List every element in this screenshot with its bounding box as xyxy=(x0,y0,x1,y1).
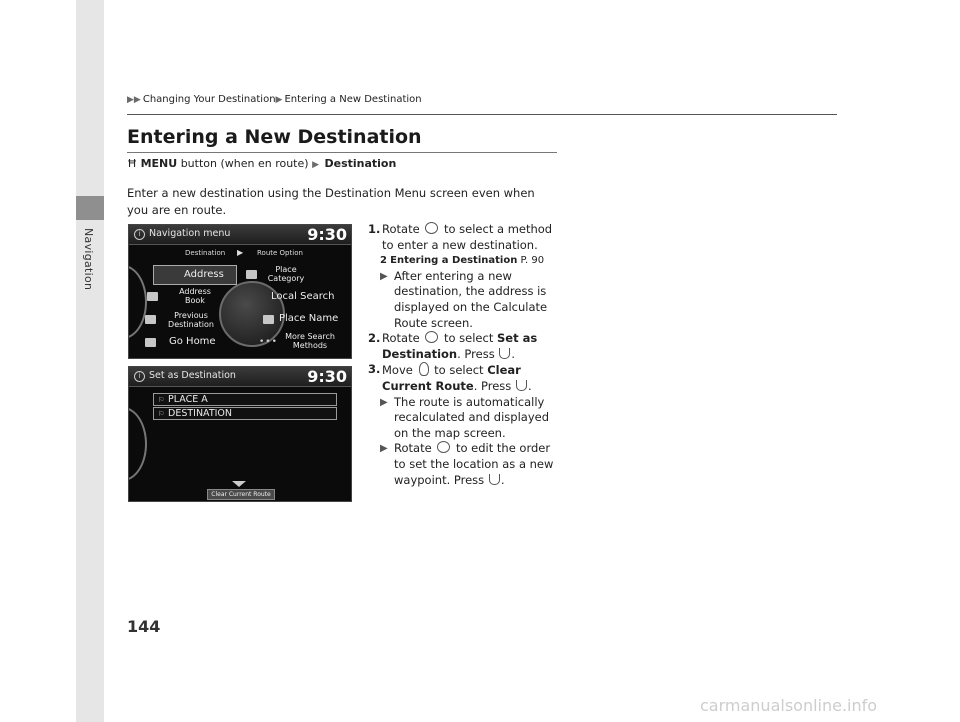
note-text: The route is automatically recalculated and displayed on the map screen. xyxy=(394,394,550,440)
menu-item-local-search[interactable]: Local Search xyxy=(271,291,335,302)
rotate-knob-icon xyxy=(425,222,438,234)
step-2: 2. Rotate to select Set as Destination. Press . xyxy=(368,331,538,361)
menu-item-go-home[interactable]: Go Home xyxy=(169,336,216,347)
breadcrumb-arrow-icon: ▶ xyxy=(275,95,283,105)
section-label: Navigation xyxy=(82,228,95,291)
tab-destination[interactable]: Destination xyxy=(185,249,226,257)
step-text: Rotate xyxy=(382,222,420,236)
menu-item-more-search-methods[interactable] xyxy=(275,332,345,350)
tab-route-option[interactable]: Route Option xyxy=(257,249,303,257)
page-number: 144 xyxy=(127,617,161,636)
ref-page: P. 90 xyxy=(520,255,545,267)
intro-text: Enter a new destination using the Destination Menu screen even when you are en route. xyxy=(127,186,535,217)
menu-item-place-category[interactable] xyxy=(246,265,326,283)
note-arrow-icon: ▶ xyxy=(380,396,388,408)
dial-arc xyxy=(128,407,147,481)
destination-row-place-a[interactable] xyxy=(153,393,337,406)
press-icon xyxy=(489,474,500,485)
flag-icon: ⚐ xyxy=(158,410,165,418)
step-number: 1. xyxy=(368,222,381,236)
step-text: to select xyxy=(434,363,484,378)
menu-item-label: Previous xyxy=(174,311,208,320)
rotate-knob-icon xyxy=(425,331,438,343)
note-arrow-icon: ▶ xyxy=(380,270,388,282)
step-3: 3. Move to select Clear Current Route. Press . xyxy=(368,362,532,393)
menu-item-label: Methods xyxy=(292,341,328,350)
steps xyxy=(368,222,558,488)
menu-item-label: Book xyxy=(185,296,205,305)
rotate-knob-icon xyxy=(437,441,450,453)
route-line xyxy=(127,157,396,170)
more-dots-icon: ••• xyxy=(259,337,278,347)
step-3-note-1 xyxy=(380,395,558,442)
menu-label: MENU xyxy=(140,157,178,170)
breadcrumb-level1[interactable]: Changing Your Destination xyxy=(142,94,276,105)
clock: 9:30 xyxy=(307,367,347,386)
menu-item-label: Address xyxy=(179,287,211,296)
place-name-icon xyxy=(263,315,274,324)
step-text: to select xyxy=(443,331,494,346)
note-text: to edit the order to set the location as a new waypoint. Press xyxy=(394,441,554,487)
screen-title: Set as Destination xyxy=(149,370,236,381)
menu-item-address[interactable] xyxy=(153,265,237,285)
ref-arrow-icon: 2 xyxy=(380,255,387,267)
screen-header xyxy=(129,367,351,387)
tab-arrow-icon: ▶ xyxy=(237,248,244,257)
step-text: Move xyxy=(382,363,413,378)
destination-label: Destination xyxy=(324,157,397,170)
watermark: carmanualsonline.info xyxy=(700,696,878,715)
go-home-icon xyxy=(145,338,156,347)
cross-reference[interactable] xyxy=(380,253,558,269)
step-text: Rotate xyxy=(382,331,420,346)
screen-header xyxy=(129,225,351,245)
flag-icon: ⚐ xyxy=(158,396,165,404)
clear-current-route-button[interactable]: Clear Current Route xyxy=(207,489,275,500)
top-rule xyxy=(127,114,837,115)
menu-item-previous-destination[interactable] xyxy=(163,311,219,329)
step-1-note xyxy=(380,269,558,331)
clock: 9:30 xyxy=(307,225,347,244)
step-bold-text: Clear Current Route xyxy=(382,363,521,393)
title-rule xyxy=(127,152,557,153)
side-strip xyxy=(76,0,104,722)
menu-item-address-book[interactable] xyxy=(167,287,223,305)
page-title: Entering a New Destination xyxy=(127,126,422,148)
step-number: 3. xyxy=(368,362,381,377)
step-3-note-2: ▶ Rotate to edit the order to set the location as a new waypoint. Press . xyxy=(380,441,554,487)
home-button-icon: Ħ xyxy=(127,157,138,170)
address-book-icon xyxy=(147,292,158,301)
press-icon xyxy=(516,380,527,391)
menu-item-label: Category xyxy=(267,274,305,283)
destination-row-destination[interactable] xyxy=(153,407,337,420)
menu-item-label: Destination xyxy=(168,320,214,329)
step-text: . Press xyxy=(457,346,495,361)
move-knob-icon xyxy=(419,362,429,376)
breadcrumb-arrow-icon: ▶▶ xyxy=(127,95,141,105)
step-text: to select a method to enter a new destination. xyxy=(382,222,553,252)
previous-destination-icon xyxy=(145,315,156,324)
menu-item-label: Address xyxy=(184,269,224,280)
side-tab-marker xyxy=(76,196,104,220)
when-text: button (when en route) xyxy=(180,157,309,170)
breadcrumb xyxy=(127,94,422,105)
menu-item-place-name[interactable]: Place Name xyxy=(279,313,339,324)
note-arrow-icon: ▶ xyxy=(380,443,388,455)
step-bold-text: Set as Destination xyxy=(382,331,538,361)
step-number: 2. xyxy=(368,331,381,346)
navigation-menu-screen xyxy=(128,224,352,359)
ref-title: Entering a Destination xyxy=(390,255,518,267)
press-icon xyxy=(499,348,510,359)
note-text: Rotate xyxy=(394,441,432,456)
chevron-down-icon xyxy=(232,481,246,487)
screen-title: Navigation menu xyxy=(149,228,231,239)
step-text: . Press xyxy=(473,378,512,393)
row-label: DESTINATION xyxy=(168,408,233,419)
route-arrow-icon: ▶ xyxy=(312,160,319,170)
info-icon: i xyxy=(134,229,145,240)
set-as-destination-screen xyxy=(128,366,352,502)
note-text: After entering a new destination, the address is displayed on the Calculate Route screen. xyxy=(394,268,548,330)
dial-arc xyxy=(128,265,147,339)
menu-item-label: More Search xyxy=(285,332,335,341)
row-label: PLACE A xyxy=(168,394,208,405)
breadcrumb-level2[interactable]: Entering a New Destination xyxy=(284,94,422,105)
menu-item-label: Place xyxy=(275,265,297,274)
info-icon: i xyxy=(134,371,145,382)
step-1 xyxy=(368,222,558,253)
